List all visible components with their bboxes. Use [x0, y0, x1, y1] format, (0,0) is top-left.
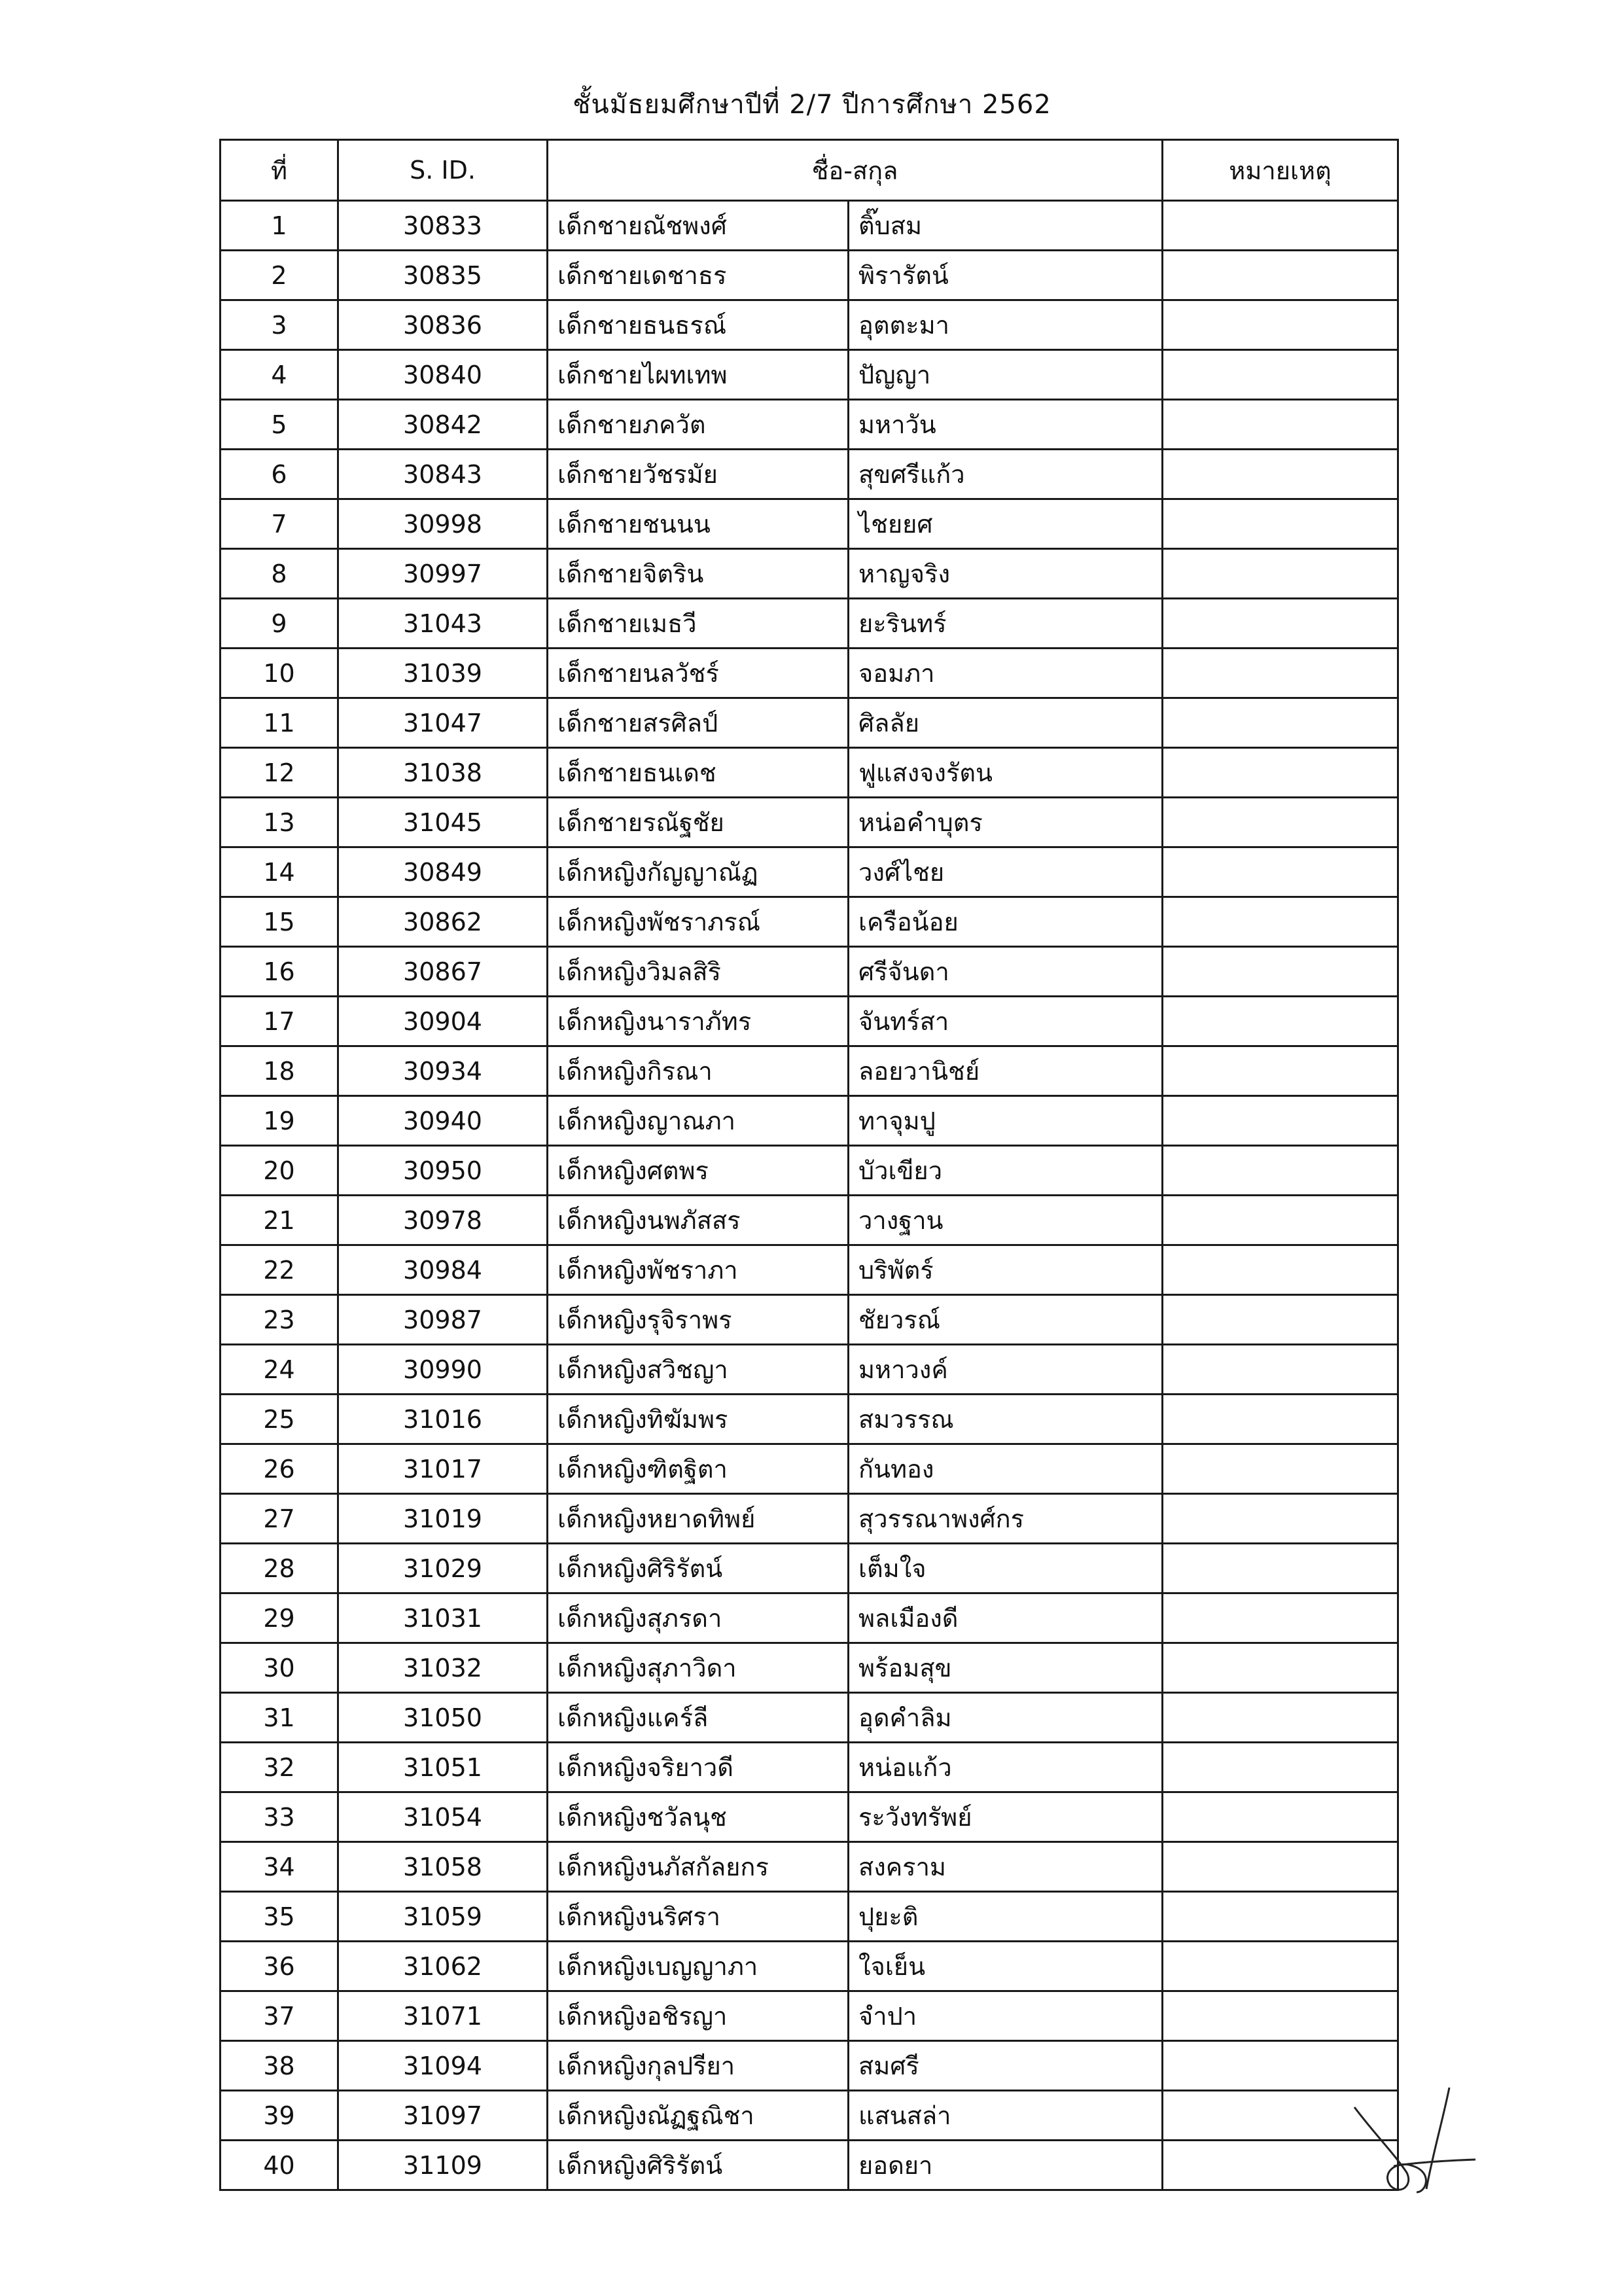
last-name: เต็มใจ: [849, 1544, 1163, 1593]
first-name: เด็กหญิงศิริรัตน์: [548, 1544, 849, 1593]
remark-cell: [1163, 300, 1398, 350]
first-name: เด็กหญิงนพภัสสร: [548, 1196, 849, 1245]
row-number: 4: [221, 350, 338, 400]
row-number: 32: [221, 1743, 338, 1792]
remark-cell: [1163, 549, 1398, 599]
student-id: 31043: [338, 599, 548, 649]
last-name: ไชยยศ: [849, 499, 1163, 549]
first-name: เด็กหญิงนาราภัทร: [548, 997, 849, 1046]
last-name: ปัญญา: [849, 350, 1163, 400]
row-number: 39: [221, 2091, 338, 2141]
last-name: มหาวัน: [849, 400, 1163, 450]
last-name: ลอยวานิชย์: [849, 1046, 1163, 1096]
student-id: 31051: [338, 1743, 548, 1792]
first-name: เด็กหญิงวิมลสิริ: [548, 947, 849, 997]
table-row: [221, 549, 1398, 599]
header-remark: หมายเหตุ: [1163, 140, 1398, 201]
last-name: เครือน้อย: [849, 897, 1163, 947]
first-name: เด็กชายภควัต: [548, 400, 849, 450]
first-name: เด็กหญิงสุภาวิดา: [548, 1643, 849, 1693]
table-row: [221, 300, 1398, 350]
remark-cell: [1163, 1494, 1398, 1544]
last-name: ฟูแสงจงรัตน: [849, 748, 1163, 798]
row-number: 18: [221, 1046, 338, 1096]
remark-cell: [1163, 1792, 1398, 1842]
last-name: จำปา: [849, 1991, 1163, 2041]
last-name: อุตตะมา: [849, 300, 1163, 350]
first-name: เด็กชายรณัฐชัย: [548, 798, 849, 847]
row-number: 12: [221, 748, 338, 798]
first-name: เด็กชายณัชพงศ์: [548, 201, 849, 251]
student-id: 31109: [338, 2141, 548, 2190]
remark-cell: [1163, 997, 1398, 1046]
row-number: 27: [221, 1494, 338, 1544]
row-number: 24: [221, 1345, 338, 1395]
table-row: [221, 1345, 1398, 1395]
last-name: ชัยวรณ์: [849, 1295, 1163, 1345]
row-number: 17: [221, 997, 338, 1046]
student-id: 31019: [338, 1494, 548, 1544]
table-row: [221, 649, 1398, 698]
last-name: ยอดยา: [849, 2141, 1163, 2190]
first-name: เด็กหญิงญาณภา: [548, 1096, 849, 1146]
table-row: [221, 1991, 1398, 2041]
last-name: กันทอง: [849, 1444, 1163, 1494]
row-number: 40: [221, 2141, 338, 2190]
student-id: 30862: [338, 897, 548, 947]
row-number: 5: [221, 400, 338, 450]
last-name: มหาวงค์: [849, 1345, 1163, 1395]
row-number: 10: [221, 649, 338, 698]
student-id: 30867: [338, 947, 548, 997]
row-number: 33: [221, 1792, 338, 1842]
table-row: [221, 1494, 1398, 1544]
student-id: 31016: [338, 1395, 548, 1444]
table-row: [221, 1046, 1398, 1096]
last-name: ยะรินทร์: [849, 599, 1163, 649]
remark-cell: [1163, 698, 1398, 748]
last-name: หน่อคำบุตร: [849, 798, 1163, 847]
table-row: [221, 947, 1398, 997]
table-row: [221, 201, 1398, 251]
last-name: พลเมืองดี: [849, 1593, 1163, 1643]
first-name: เด็กหญิงพัชราภรณ์: [548, 897, 849, 947]
row-number: 36: [221, 1942, 338, 1991]
student-id: 30835: [338, 251, 548, 300]
student-id: 31017: [338, 1444, 548, 1494]
student-id: 30836: [338, 300, 548, 350]
row-number: 1: [221, 201, 338, 251]
student-id: 30833: [338, 201, 548, 251]
table-row: [221, 997, 1398, 1046]
table-row: [221, 599, 1398, 649]
row-number: 9: [221, 599, 338, 649]
table-row: [221, 1892, 1398, 1942]
remark-cell: [1163, 1395, 1398, 1444]
row-number: 20: [221, 1146, 338, 1196]
table-row: [221, 1643, 1398, 1693]
first-name: เด็กหญิงพัชราภา: [548, 1245, 849, 1295]
student-id: 31097: [338, 2091, 548, 2141]
student-id: 31094: [338, 2041, 548, 2091]
row-number: 35: [221, 1892, 338, 1942]
table-row: [221, 847, 1398, 897]
first-name: เด็กหญิงแคร์ลี: [548, 1693, 849, 1743]
table-row: [221, 1444, 1398, 1494]
first-name: เด็กหญิงฑิตฐิตา: [548, 1444, 849, 1494]
row-number: 6: [221, 450, 338, 499]
remark-cell: [1163, 1693, 1398, 1743]
last-name: สมวรรณ: [849, 1395, 1163, 1444]
roster-body: [221, 201, 1398, 2190]
student-id: 30998: [338, 499, 548, 549]
last-name: แสนสล่า: [849, 2091, 1163, 2141]
last-name: ศิลลัย: [849, 698, 1163, 748]
remark-cell: [1163, 1345, 1398, 1395]
last-name: พิรารัตน์: [849, 251, 1163, 300]
remark-cell: [1163, 450, 1398, 499]
first-name: เด็กหญิงศิริรัตน์: [548, 2141, 849, 2190]
remark-cell: [1163, 1046, 1398, 1096]
first-name: เด็กชายนลวัชร์: [548, 649, 849, 698]
first-name: เด็กชายธนเดช: [548, 748, 849, 798]
first-name: เด็กหญิงสุภรดา: [548, 1593, 849, 1643]
first-name: เด็กหญิงกิรณา: [548, 1046, 849, 1096]
first-name: เด็กชายวัชรมัย: [548, 450, 849, 499]
remark-cell: [1163, 1444, 1398, 1494]
remark-cell: [1163, 1842, 1398, 1892]
row-number: 11: [221, 698, 338, 748]
student-id: 30843: [338, 450, 548, 499]
header-name: ชื่อ-สกุล: [548, 140, 1163, 201]
first-name: เด็กหญิงจริยาวดี: [548, 1743, 849, 1792]
student-id: 31031: [338, 1593, 548, 1643]
table-row: [221, 1295, 1398, 1345]
table-row: [221, 1196, 1398, 1245]
first-name: เด็กหญิงณัฏฐณิชา: [548, 2091, 849, 2141]
table-row: [221, 1544, 1398, 1593]
last-name: ปุยะติ: [849, 1892, 1163, 1942]
row-number: 22: [221, 1245, 338, 1295]
student-id: 31039: [338, 649, 548, 698]
first-name: เด็กชายเดชาธร: [548, 251, 849, 300]
row-number: 30: [221, 1643, 338, 1693]
table-row: [221, 1395, 1398, 1444]
last-name: ระวังทรัพย์: [849, 1792, 1163, 1842]
last-name: จันทร์สา: [849, 997, 1163, 1046]
first-name: เด็กชายธนธรณ์: [548, 300, 849, 350]
student-id: 30904: [338, 997, 548, 1046]
row-number: 8: [221, 549, 338, 599]
row-number: 37: [221, 1991, 338, 2041]
first-name: เด็กหญิงชวัลนุช: [548, 1792, 849, 1842]
last-name: ศรีจันดา: [849, 947, 1163, 997]
student-id: 31050: [338, 1693, 548, 1743]
student-id: 30940: [338, 1096, 548, 1146]
student-id: 30840: [338, 350, 548, 400]
table-row: [221, 251, 1398, 300]
student-id: 30842: [338, 400, 548, 450]
signature-mark: [1335, 2081, 1485, 2199]
remark-cell: [1163, 1643, 1398, 1693]
student-id: 31059: [338, 1892, 548, 1942]
first-name: เด็กหญิงรุจิราพร: [548, 1295, 849, 1345]
last-name: วางฐาน: [849, 1196, 1163, 1245]
table-row: [221, 2141, 1398, 2190]
remark-cell: [1163, 649, 1398, 698]
student-id: 31054: [338, 1792, 548, 1842]
remark-cell: [1163, 350, 1398, 400]
remark-cell: [1163, 1245, 1398, 1295]
student-id: 31071: [338, 1991, 548, 2041]
table-row: [221, 2041, 1398, 2091]
table-row: [221, 698, 1398, 748]
student-id: 30984: [338, 1245, 548, 1295]
student-id: 30987: [338, 1295, 548, 1345]
table-row: [221, 1593, 1398, 1643]
student-id: 31029: [338, 1544, 548, 1593]
first-name: เด็กหญิงสวิชญา: [548, 1345, 849, 1395]
table-row: [221, 1245, 1398, 1295]
header-no: ที่: [221, 140, 338, 201]
table-row: [221, 1096, 1398, 1146]
row-number: 2: [221, 251, 338, 300]
table-row: [221, 2091, 1398, 2141]
row-number: 14: [221, 847, 338, 897]
first-name: เด็กหญิงหยาดทิพย์: [548, 1494, 849, 1544]
first-name: เด็กหญิงนริศรา: [548, 1892, 849, 1942]
student-id: 30990: [338, 1345, 548, 1395]
row-number: 23: [221, 1295, 338, 1345]
row-number: 34: [221, 1842, 338, 1892]
table-row: [221, 1146, 1398, 1196]
remark-cell: [1163, 748, 1398, 798]
student-id: 30934: [338, 1046, 548, 1096]
remark-cell: [1163, 499, 1398, 549]
first-name: เด็กหญิงกุลปรียา: [548, 2041, 849, 2091]
first-name: เด็กชายจิตริน: [548, 549, 849, 599]
remark-cell: [1163, 847, 1398, 897]
remark-cell: [1163, 798, 1398, 847]
last-name: บัวเขียว: [849, 1146, 1163, 1196]
remark-cell: [1163, 1096, 1398, 1146]
student-id: 31058: [338, 1842, 548, 1892]
remark-cell: [1163, 1593, 1398, 1643]
first-name: เด็กชายเมธวี: [548, 599, 849, 649]
table-row: [221, 350, 1398, 400]
student-id: 30997: [338, 549, 548, 599]
last-name: หาญจริง: [849, 549, 1163, 599]
first-name: เด็กชายไผทเทพ: [548, 350, 849, 400]
row-number: 25: [221, 1395, 338, 1444]
student-id: 30978: [338, 1196, 548, 1245]
row-number: 3: [221, 300, 338, 350]
row-number: 7: [221, 499, 338, 549]
table-row: [221, 499, 1398, 549]
student-id: 31032: [338, 1643, 548, 1693]
student-id: 31038: [338, 748, 548, 798]
row-number: 19: [221, 1096, 338, 1146]
first-name: เด็กหญิงเบญญาภา: [548, 1942, 849, 1991]
first-name: เด็กหญิงศตพร: [548, 1146, 849, 1196]
remark-cell: [1163, 201, 1398, 251]
last-name: หน่อแก้ว: [849, 1743, 1163, 1792]
table-row: [221, 897, 1398, 947]
remark-cell: [1163, 599, 1398, 649]
remark-cell: [1163, 1295, 1398, 1345]
row-number: 31: [221, 1693, 338, 1743]
remark-cell: [1163, 1991, 1398, 2041]
remark-cell: [1163, 897, 1398, 947]
last-name: สุวรรณาพงศ์กร: [849, 1494, 1163, 1544]
row-number: 29: [221, 1593, 338, 1643]
table-row: [221, 748, 1398, 798]
last-name: จอมภา: [849, 649, 1163, 698]
remark-cell: [1163, 400, 1398, 450]
remark-cell: [1163, 1892, 1398, 1942]
remark-cell: [1163, 1146, 1398, 1196]
row-number: 38: [221, 2041, 338, 2091]
table-header-row: [221, 140, 1398, 201]
table-row: [221, 1842, 1398, 1892]
last-name: สุขศรีแก้ว: [849, 450, 1163, 499]
remark-cell: [1163, 947, 1398, 997]
student-roster-table: [219, 139, 1399, 2191]
last-name: บริพัตร์: [849, 1245, 1163, 1295]
student-id: 31045: [338, 798, 548, 847]
remark-cell: [1163, 1544, 1398, 1593]
first-name: เด็กหญิงอชิรญา: [548, 1991, 849, 2041]
table-row: [221, 1743, 1398, 1792]
table-row: [221, 1693, 1398, 1743]
student-id: 31047: [338, 698, 548, 748]
page-title: ชั้นมัธยมศึกษาปีที่ 2/7 ปีการศึกษา 2562: [573, 90, 1051, 120]
header-student-id: S. ID.: [338, 140, 548, 201]
remark-cell: [1163, 251, 1398, 300]
first-name: เด็กหญิงทิฆัมพร: [548, 1395, 849, 1444]
last-name: ทาจุมปู: [849, 1096, 1163, 1146]
last-name: สงคราม: [849, 1842, 1163, 1892]
student-id: 31062: [338, 1942, 548, 1991]
row-number: 16: [221, 947, 338, 997]
remark-cell: [1163, 1942, 1398, 1991]
row-number: 21: [221, 1196, 338, 1245]
first-name: เด็กชายชนนน: [548, 499, 849, 549]
last-name: วงศ์ไชย: [849, 847, 1163, 897]
last-name: ติ๊บสม: [849, 201, 1163, 251]
table-row: [221, 450, 1398, 499]
row-number: 28: [221, 1544, 338, 1593]
last-name: ใจเย็น: [849, 1942, 1163, 1991]
row-number: 13: [221, 798, 338, 847]
table-row: [221, 400, 1398, 450]
table-row: [221, 798, 1398, 847]
last-name: พร้อมสุข: [849, 1643, 1163, 1693]
first-name: เด็กหญิงกัญญาณัฏ: [548, 847, 849, 897]
remark-cell: [1163, 1743, 1398, 1792]
student-id: 30950: [338, 1146, 548, 1196]
last-name: สมศรี: [849, 2041, 1163, 2091]
last-name: อุดคำลิม: [849, 1693, 1163, 1743]
first-name: เด็กชายสรศิลป์: [548, 698, 849, 748]
student-id: 30849: [338, 847, 548, 897]
remark-cell: [1163, 1196, 1398, 1245]
table-row: [221, 1792, 1398, 1842]
table-row: [221, 1942, 1398, 1991]
row-number: 15: [221, 897, 338, 947]
first-name: เด็กหญิงนภัสกัลยกร: [548, 1842, 849, 1892]
row-number: 26: [221, 1444, 338, 1494]
